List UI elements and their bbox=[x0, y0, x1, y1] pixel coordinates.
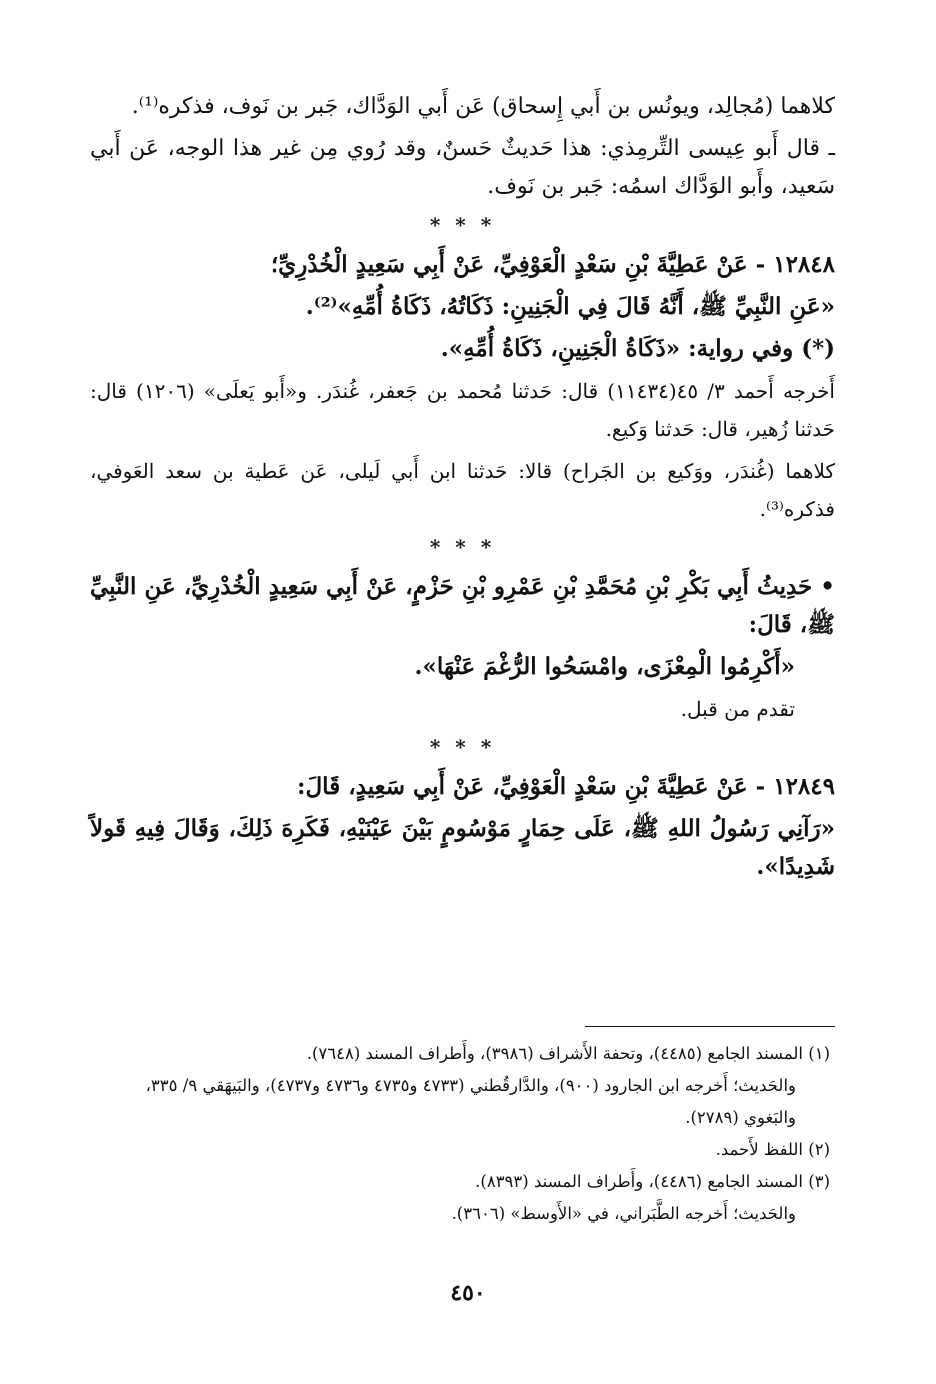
hadith-12849-text: «رَآنِي رَسُولُ اللهِ ﷺ، عَلَى حِمَارٍ مَوْسُومٍ بَيْنَ عَيْنَيْهِ، فَكَرِهَ ذَلِكَ، وَقَالَ فِيهِ قَولاً شَدِيدًا». bbox=[90, 815, 835, 880]
page-number: ٤٥٠ bbox=[450, 1280, 486, 1306]
narration-line: كلاهما (مُجالِد، ويونُس بن أَبي إِسحاق) عَن أَبي الوَدَّاك، جَبر بن نَوف، فذكره⁽¹⁾. bbox=[131, 94, 835, 119]
footnote-1-continuation: والحَديث؛ أَخرجه ابن الجارود (٩٠٠)، والدَّارقُطني (٤٧٣٣ و٤٧٣٥ و٤٧٣٦ و٤٧٣٧)، والبَيهَقي ٩/ ٣٣٥، والبَغوي (٢٧٨٩). bbox=[145, 1076, 796, 1127]
footnotes bbox=[90, 1038, 830, 1230]
footnote-3: (٣) المسند الجامع (٤٤٨٦)، وأَطراف المسند (٨٣٩٣). bbox=[475, 1172, 830, 1191]
hadith-abu-bakr-text: «أَكْرِمُوا الْمِعْزَى، وامْسَحُوا الرُّغْمَ عَنْهَا». bbox=[414, 653, 795, 680]
takhrij-paragraph: أَخرجه أَحمد ٣/ ٤٥(١١٤٣٤) قال: حَدثنا مُحمد بن جَعفر، غُندَر. و«أَبو يَعلَى» (١٢٠٦) قال: حَدثنا زُهير، قال: حَدثنا وَكيع. bbox=[90, 379, 835, 441]
section-separator: * * * bbox=[429, 535, 496, 559]
footnote-divider bbox=[585, 1026, 835, 1027]
tirmidhi-comment: ـ قال أَبو عِيسى التِّرمِذي: هذا حَديثٌ حَسنٌ، وقد رُوي مِن غير هذا الوجه، عَن أَبي سَعيد، وأَبو الوَدَّاك اسمُه: جَبر بن نَوف. bbox=[90, 136, 835, 199]
section-separator: * * * bbox=[429, 213, 496, 237]
hadith-12849-chain: ١٢٨٤٩ - عَنْ عَطِيَّةَ بْنِ سَعْدٍ الْعَوْفِيِّ، عَنْ أَبِي سَعِيدٍ، قَالَ: bbox=[296, 773, 835, 800]
hadith-12848-text: «عَنِ النَّبِيِّ ﷺ، أَنَّهُ قَالَ فِي الْجَنِينِ: ذَكَاتُهُ، ذَكَاةُ أُمِّهِ»⁽²⁾. bbox=[305, 293, 835, 320]
previously-mentioned-note: تقدم من قبل. bbox=[680, 697, 795, 721]
hadith-abu-bakr-head: • حَدِيثُ أَبِي بَكْرِ بْنِ مُحَمَّدِ بْنِ عَمْرِو بْنِ حَزْمٍ، عَنْ أَبِي سَعِيدٍ الْخُدْرِيِّ، عَنِ النَّبِيِّ ﷺ، قَالَ: bbox=[90, 573, 835, 638]
footnote-3-continuation: والحَديث؛ أَخرجه الطَّبَراني، في «الأَوسط» (٣٦٠٦). bbox=[451, 1204, 796, 1223]
hadith-12848-variant: (*) وفي رواية: «ذَكَاةُ الْجَنِينِ، ذَكَاةُ أُمِّهِ». bbox=[440, 335, 835, 362]
footnote-1: (١) المسند الجامع (٤٤٨٥)، وتحفة الأَشراف (٣٩٨٦)، وأَطراف المسند (٧٦٤٨). bbox=[306, 1044, 830, 1063]
main-text bbox=[90, 88, 835, 890]
takhrij-paragraph-2: كلاهما (غُندَر، ووَكيع بن الجَراح) قالا: حَدثنا ابن أَبي لَيلى، عَن عَطية بن سعد العَوفي، فذكره⁽³⁾. bbox=[90, 459, 835, 521]
hadith-12848-chain: ١٢٨٤٨ - عَنْ عَطِيَّةَ بْنِ سَعْدٍ الْعَوْفِيِّ، عَنْ أَبِي سَعِيدٍ الْخُدْرِيِّ؛ bbox=[270, 251, 835, 278]
footnote-2: (٢) اللفظ لأَحمد. bbox=[715, 1140, 830, 1159]
section-separator: * * * bbox=[429, 735, 496, 759]
